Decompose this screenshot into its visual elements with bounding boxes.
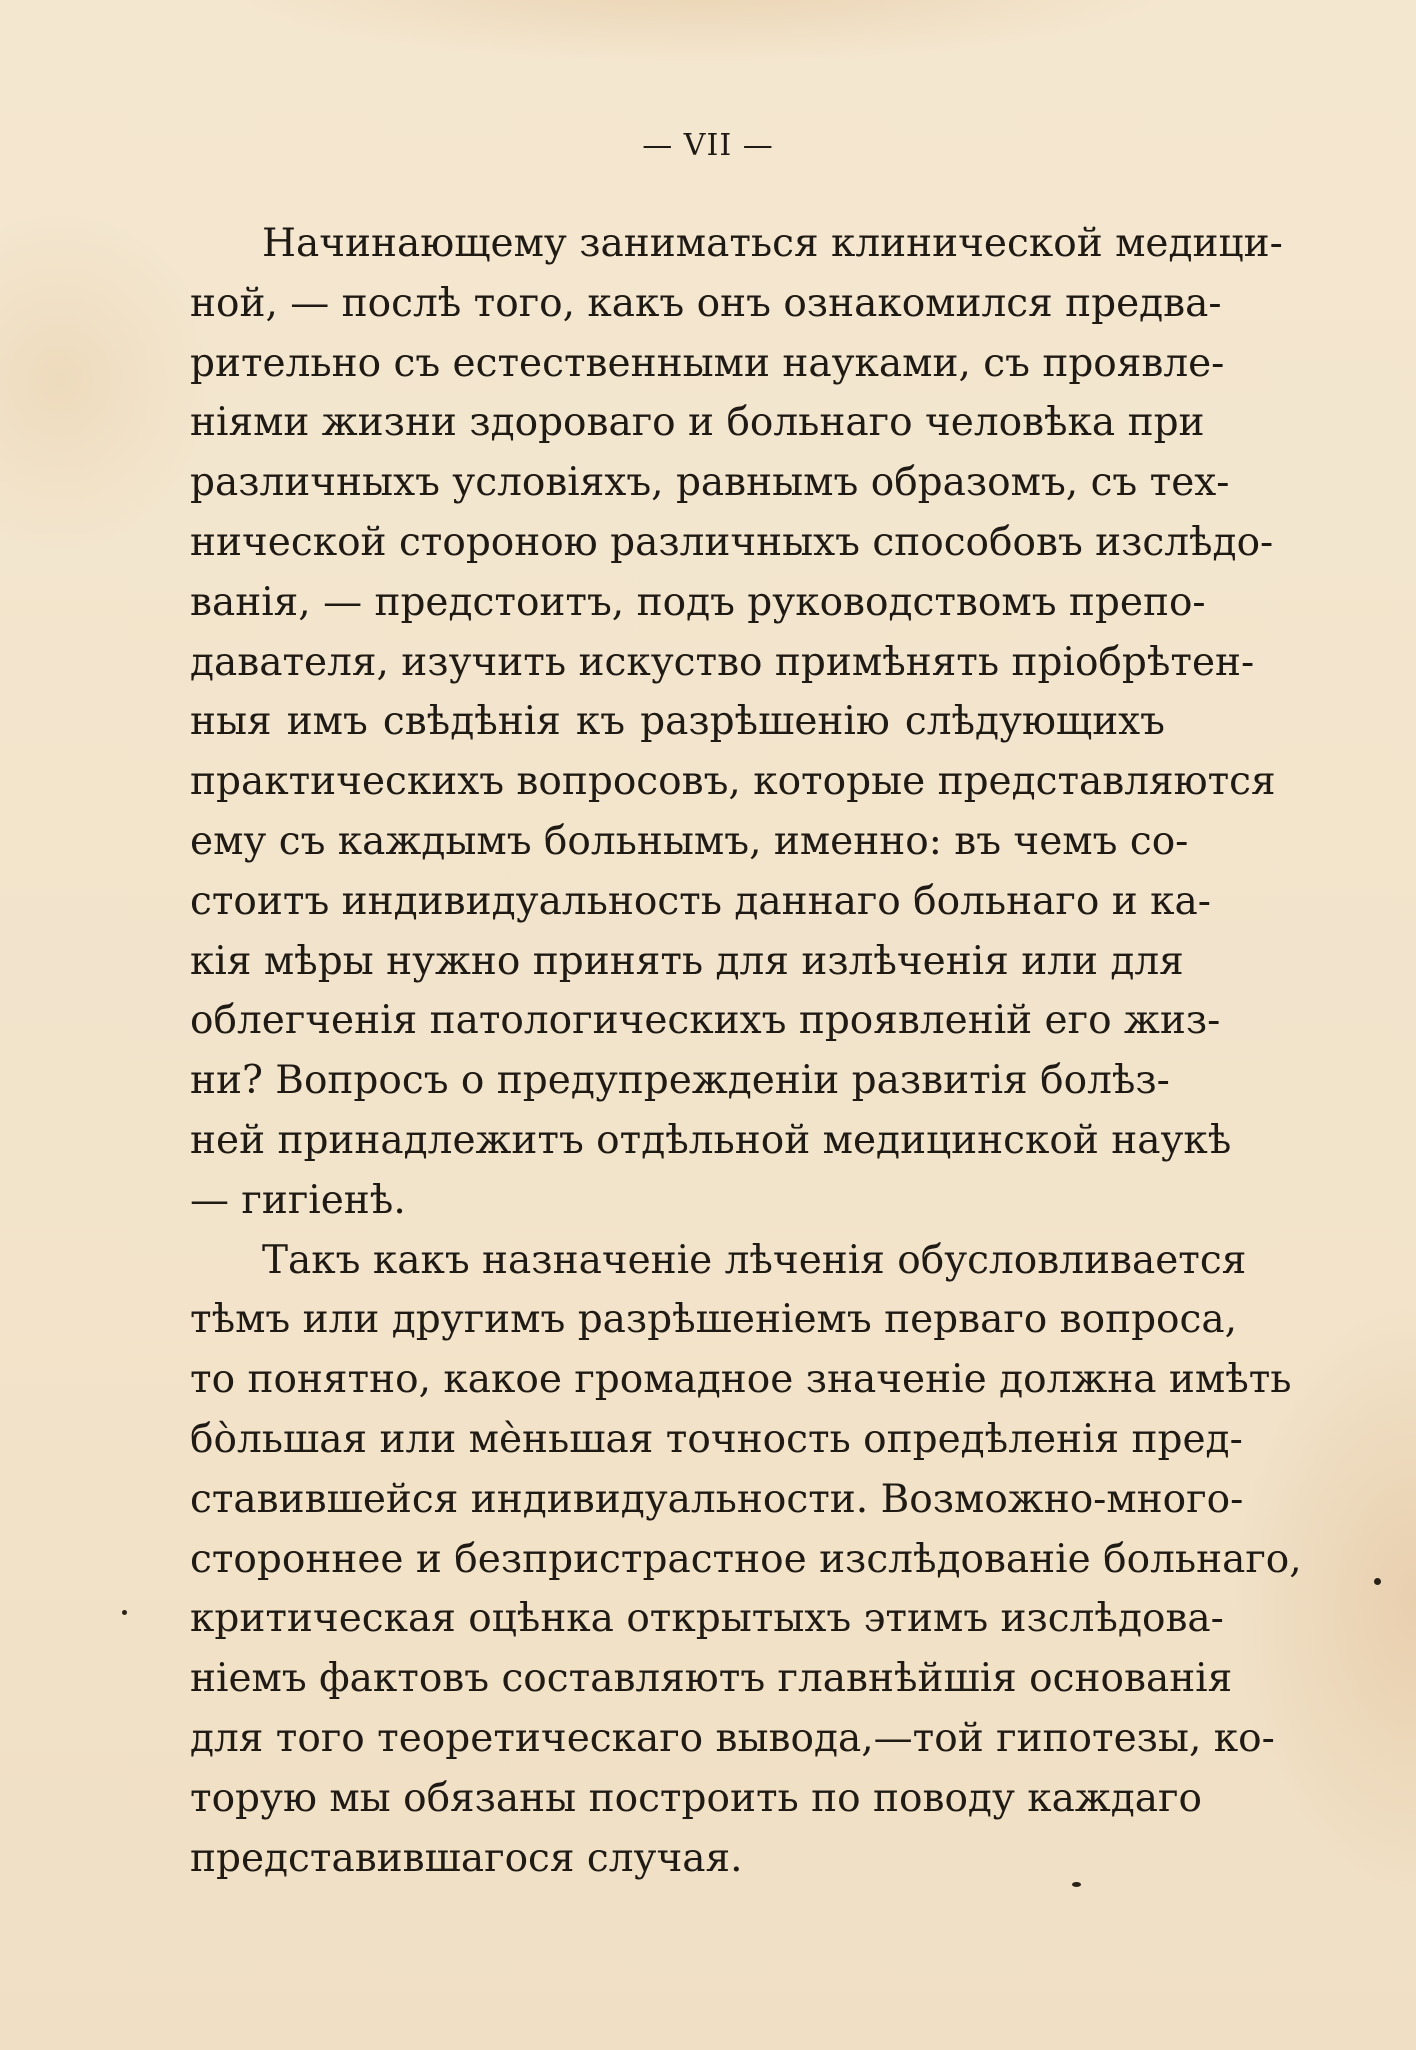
ink-speck <box>1374 1578 1381 1585</box>
text-line: Такъ какъ назначеніе лѣченія обусловливается <box>262 1237 1247 1283</box>
text-line: ему съ каждымъ больнымъ, именно: въ чемъ со- <box>190 818 1189 864</box>
body-text <box>190 214 1302 1888</box>
text-line: ванія, — предстоитъ, подъ руководствомъ препо- <box>190 579 1206 625</box>
text-line: критическая оцѣнка открытыхъ этимъ изслѣдова- <box>190 1596 1224 1642</box>
text-line: нической стороною различныхъ способовъ изслѣдо- <box>190 519 1274 565</box>
text-line: тѣмъ или другимъ разрѣшеніемъ перваго вопроса, <box>190 1297 1238 1343</box>
text-line: рительно съ естественными науками, съ проявле- <box>190 340 1225 386</box>
text-line: ніемъ фактовъ составляютъ главнѣйшія основанія <box>190 1656 1233 1702</box>
text-line: Начинающему заниматься клинической медици- <box>262 221 1283 266</box>
text-line: ставившейся индивидуальности. Возможно-много- <box>190 1476 1244 1522</box>
text-line: представившагося случая. <box>190 1835 743 1881</box>
text-line: кія мѣры нужно принять для излѣченія или для <box>190 938 1184 984</box>
text-line: ни? Вопросъ о предупрежденіи развитія болѣз- <box>190 1058 1170 1104</box>
text-line: давателя, изучить искуство примѣнять пріобрѣтен- <box>190 639 1255 685</box>
text-line: стоитъ индивидуальность даннаго больнаго и ка- <box>190 878 1211 924</box>
text-line: различныхъ условіяхъ, равнымъ образомъ, съ тех- <box>190 460 1230 506</box>
text-line: стороннее и безпристрастное изслѣдованіе больнаго, <box>190 1536 1302 1582</box>
ink-speck <box>122 1610 127 1615</box>
text-line: торую мы обязаны построить по поводу каждаго <box>190 1775 1202 1821</box>
text-line: то понятно, какое громадное значеніе должна имѣть <box>190 1357 1292 1403</box>
text-line: ной, — послѣ того, какъ онъ ознакомился предва- <box>190 280 1222 326</box>
text-line: облегченія патологическихъ проявленій его жиз- <box>190 998 1221 1044</box>
page-number: — VII — <box>642 128 774 163</box>
ink-speck <box>1072 1882 1081 1887</box>
text-line: — гигіенѣ. <box>190 1177 406 1223</box>
text-line: ніями жизни здороваго и больнаго человѣка при <box>190 400 1205 446</box>
text-line: бо̀льшая или мѐньшая точность опредѣленія пред- <box>190 1416 1243 1462</box>
text-line: ней принадлежитъ отдѣльной медицинской наукѣ <box>190 1117 1232 1163</box>
text-line: ныя имъ свѣдѣнія къ разрѣшенію слѣдующихъ <box>190 699 1165 745</box>
text-line: практическихъ вопросовъ, которые представляются <box>190 759 1276 805</box>
text-line: для того теоретическаго вывода,—той гипотезы, ко- <box>190 1715 1275 1761</box>
